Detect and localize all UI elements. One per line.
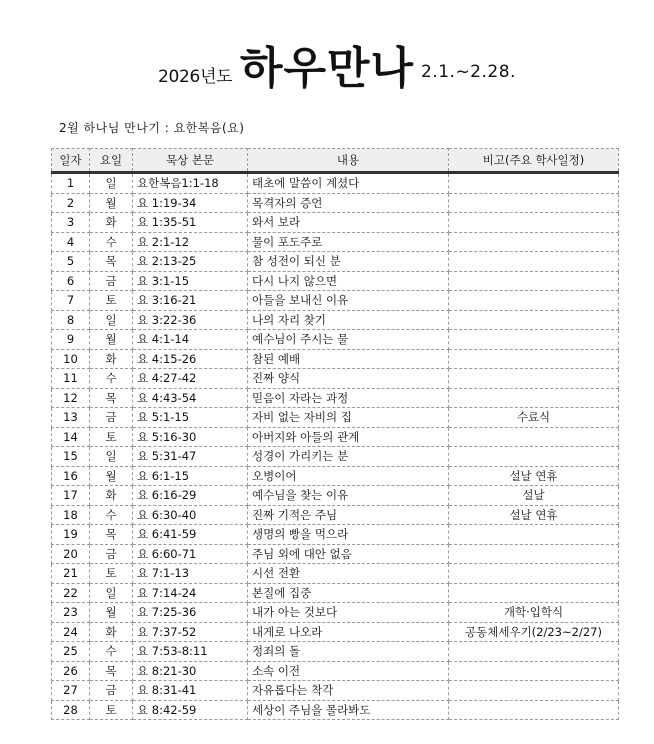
cell-title: 세상이 주님을 몰라봐도	[248, 700, 449, 720]
cell-day: 16	[52, 466, 90, 486]
table-row	[52, 681, 619, 701]
cell-weekday: 일	[90, 583, 133, 603]
subtitle: 2월 하나님 만나기 : 요한복음(요)	[59, 121, 245, 135]
cell-passage: 요 1:35-51	[133, 213, 248, 233]
cell-passage: 요 8:42-59	[133, 700, 248, 720]
cell-day: 5	[52, 252, 90, 272]
column-header-day: 일자	[52, 149, 90, 173]
table-row	[52, 544, 619, 564]
cell-passage: 요 1:19-34	[133, 193, 248, 213]
cell-note	[449, 271, 619, 291]
table-row	[52, 525, 619, 545]
cell-day: 24	[52, 622, 90, 642]
cell-note	[449, 564, 619, 584]
table-row	[52, 700, 619, 720]
page-title: 하우만나	[240, 43, 415, 94]
cell-title: 내게로 나오라	[248, 622, 449, 642]
cell-weekday: 월	[90, 603, 133, 623]
cell-passage: 요 6:41-59	[133, 525, 248, 545]
cell-note	[449, 447, 619, 467]
cell-weekday: 토	[90, 427, 133, 447]
table-row	[52, 642, 619, 662]
table-row	[52, 193, 619, 213]
cell-day: 17	[52, 486, 90, 506]
cell-title: 진짜 기적은 주님	[248, 505, 449, 525]
cell-weekday: 토	[90, 291, 133, 311]
cell-note	[449, 193, 619, 213]
cell-title: 정죄의 돌	[248, 642, 449, 662]
cell-day: 20	[52, 544, 90, 564]
cell-weekday: 금	[90, 544, 133, 564]
cell-title: 본질에 집중	[248, 583, 449, 603]
cell-note	[449, 213, 619, 233]
table-row	[52, 252, 619, 272]
cell-passage: 요 7:14-24	[133, 583, 248, 603]
cell-note: 설날	[449, 486, 619, 506]
cell-passage: 요 7:53-8:11	[133, 642, 248, 662]
cell-passage: 요한복음1:1-18	[133, 173, 248, 194]
cell-passage: 요 5:31-47	[133, 447, 248, 467]
cell-passage: 요 4:1-14	[133, 330, 248, 350]
cell-note	[449, 232, 619, 252]
cell-weekday: 화	[90, 622, 133, 642]
cell-note	[449, 544, 619, 564]
cell-note	[449, 291, 619, 311]
cell-title: 아들을 보내신 이유	[248, 291, 449, 311]
cell-title: 아버지와 아들의 관계	[248, 427, 449, 447]
cell-weekday: 월	[90, 330, 133, 350]
cell-title: 예수님이 주시는 물	[248, 330, 449, 350]
cell-passage: 요 6:16-29	[133, 486, 248, 506]
cell-title: 믿음이 자라는 과정	[248, 388, 449, 408]
cell-day: 15	[52, 447, 90, 467]
cell-weekday: 수	[90, 505, 133, 525]
table-row	[52, 583, 619, 603]
table-row	[52, 388, 619, 408]
cell-day: 25	[52, 642, 90, 662]
cell-title: 주님 외에 대안 없음	[248, 544, 449, 564]
cell-weekday: 월	[90, 193, 133, 213]
cell-passage: 요 2:1-12	[133, 232, 248, 252]
cell-title: 성경이 가리키는 분	[248, 447, 449, 467]
cell-title: 소속 이전	[248, 661, 449, 681]
cell-passage: 요 7:1-13	[133, 564, 248, 584]
cell-weekday: 토	[90, 700, 133, 720]
cell-passage: 요 5:1-15	[133, 408, 248, 428]
cell-title: 오병이어	[248, 466, 449, 486]
cell-note	[449, 369, 619, 389]
cell-note	[449, 349, 619, 369]
table-row	[52, 369, 619, 389]
cell-title: 생명의 빵을 먹으라	[248, 525, 449, 545]
cell-weekday: 금	[90, 408, 133, 428]
cell-day: 11	[52, 369, 90, 389]
cell-title: 태초에 말씀이 계셨다	[248, 173, 449, 194]
cell-title: 자비 없는 자비의 집	[248, 408, 449, 428]
cell-note	[449, 525, 619, 545]
cell-title: 목격자의 증언	[248, 193, 449, 213]
cell-weekday: 일	[90, 173, 133, 194]
cell-passage: 요 8:31-41	[133, 681, 248, 701]
cell-passage: 요 4:15-26	[133, 349, 248, 369]
cell-note: 설날 연휴	[449, 466, 619, 486]
table-row	[52, 564, 619, 584]
cell-note	[449, 173, 619, 194]
cell-note	[449, 681, 619, 701]
cell-note	[449, 427, 619, 447]
cell-day: 7	[52, 291, 90, 311]
cell-passage: 요 8:21-30	[133, 661, 248, 681]
cell-day: 14	[52, 427, 90, 447]
cell-weekday: 목	[90, 252, 133, 272]
cell-note	[449, 330, 619, 350]
cell-note: 설날 연휴	[449, 505, 619, 525]
cell-weekday: 금	[90, 271, 133, 291]
cell-day: 19	[52, 525, 90, 545]
cell-weekday: 목	[90, 525, 133, 545]
cell-weekday: 토	[90, 564, 133, 584]
cell-passage: 요 7:25-36	[133, 603, 248, 623]
column-header-weekday: 요일	[90, 149, 133, 173]
table-row	[52, 271, 619, 291]
cell-weekday: 목	[90, 661, 133, 681]
table-row	[52, 486, 619, 506]
cell-passage: 요 3:22-36	[133, 310, 248, 330]
cell-passage: 요 7:37-52	[133, 622, 248, 642]
cell-weekday: 수	[90, 232, 133, 252]
column-header-title: 내용	[248, 149, 449, 173]
table-header-row	[52, 149, 619, 173]
table-row	[52, 505, 619, 525]
cell-passage: 요 5:16-30	[133, 427, 248, 447]
cell-note	[449, 310, 619, 330]
table-row	[52, 427, 619, 447]
cell-day: 22	[52, 583, 90, 603]
table-row	[52, 466, 619, 486]
cell-day: 28	[52, 700, 90, 720]
cell-weekday: 일	[90, 447, 133, 467]
cell-note: 수료식	[449, 408, 619, 428]
cell-note	[449, 700, 619, 720]
cell-weekday: 화	[90, 486, 133, 506]
cell-day: 1	[52, 173, 90, 194]
column-header-passage: 묵상 본문	[133, 149, 248, 173]
cell-note	[449, 388, 619, 408]
cell-title: 다시 나지 않으면	[248, 271, 449, 291]
cell-day: 10	[52, 349, 90, 369]
cell-day: 18	[52, 505, 90, 525]
cell-note	[449, 252, 619, 272]
table-row	[52, 291, 619, 311]
table-row	[52, 661, 619, 681]
cell-title: 시선 전환	[248, 564, 449, 584]
cell-day: 21	[52, 564, 90, 584]
cell-passage: 요 6:60-71	[133, 544, 248, 564]
cell-passage: 요 3:16-21	[133, 291, 248, 311]
date-range: 2.1.~2.28.	[421, 62, 516, 82]
year-label: 2026년도	[158, 67, 233, 87]
cell-title: 참 성전이 되신 분	[248, 252, 449, 272]
cell-day: 12	[52, 388, 90, 408]
cell-title: 와서 보라	[248, 213, 449, 233]
cell-title: 자유롭다는 착각	[248, 681, 449, 701]
table-row	[52, 408, 619, 428]
cell-day: 3	[52, 213, 90, 233]
cell-weekday: 금	[90, 681, 133, 701]
cell-passage: 요 6:30-40	[133, 505, 248, 525]
cell-day: 4	[52, 232, 90, 252]
reading-plan-table	[51, 148, 619, 720]
table-row	[52, 330, 619, 350]
cell-title: 진짜 양식	[248, 369, 449, 389]
cell-title: 참된 예배	[248, 349, 449, 369]
cell-weekday: 화	[90, 213, 133, 233]
table-row	[52, 232, 619, 252]
cell-day: 9	[52, 330, 90, 350]
cell-day: 2	[52, 193, 90, 213]
cell-note	[449, 642, 619, 662]
cell-title: 예수님을 찾는 이유	[248, 486, 449, 506]
column-header-note: 비고(주요 학사일정)	[449, 149, 619, 173]
cell-day: 6	[52, 271, 90, 291]
cell-title: 내가 아는 것보다	[248, 603, 449, 623]
cell-passage: 요 6:1-15	[133, 466, 248, 486]
cell-day: 13	[52, 408, 90, 428]
cell-note	[449, 661, 619, 681]
cell-weekday: 일	[90, 310, 133, 330]
cell-weekday: 월	[90, 466, 133, 486]
cell-passage: 요 3:1-15	[133, 271, 248, 291]
cell-day: 23	[52, 603, 90, 623]
cell-day: 26	[52, 661, 90, 681]
cell-note	[449, 583, 619, 603]
cell-weekday: 화	[90, 349, 133, 369]
page-header	[0, 28, 654, 94]
cell-title: 물이 포도주로	[248, 232, 449, 252]
table-row	[52, 310, 619, 330]
cell-passage: 요 4:27-42	[133, 369, 248, 389]
table-row	[52, 447, 619, 467]
cell-title: 나의 자리 찾기	[248, 310, 449, 330]
table-row	[52, 603, 619, 623]
cell-day: 8	[52, 310, 90, 330]
cell-note: 공동체세우기(2/23~2/27)	[449, 622, 619, 642]
table-row	[52, 622, 619, 642]
table-row	[52, 349, 619, 369]
cell-weekday: 수	[90, 642, 133, 662]
cell-weekday: 수	[90, 369, 133, 389]
table-row	[52, 173, 619, 194]
cell-day: 27	[52, 681, 90, 701]
cell-weekday: 목	[90, 388, 133, 408]
cell-passage: 요 4:43-54	[133, 388, 248, 408]
cell-note: 개학·입학식	[449, 603, 619, 623]
table-row	[52, 213, 619, 233]
cell-passage: 요 2:13-25	[133, 252, 248, 272]
